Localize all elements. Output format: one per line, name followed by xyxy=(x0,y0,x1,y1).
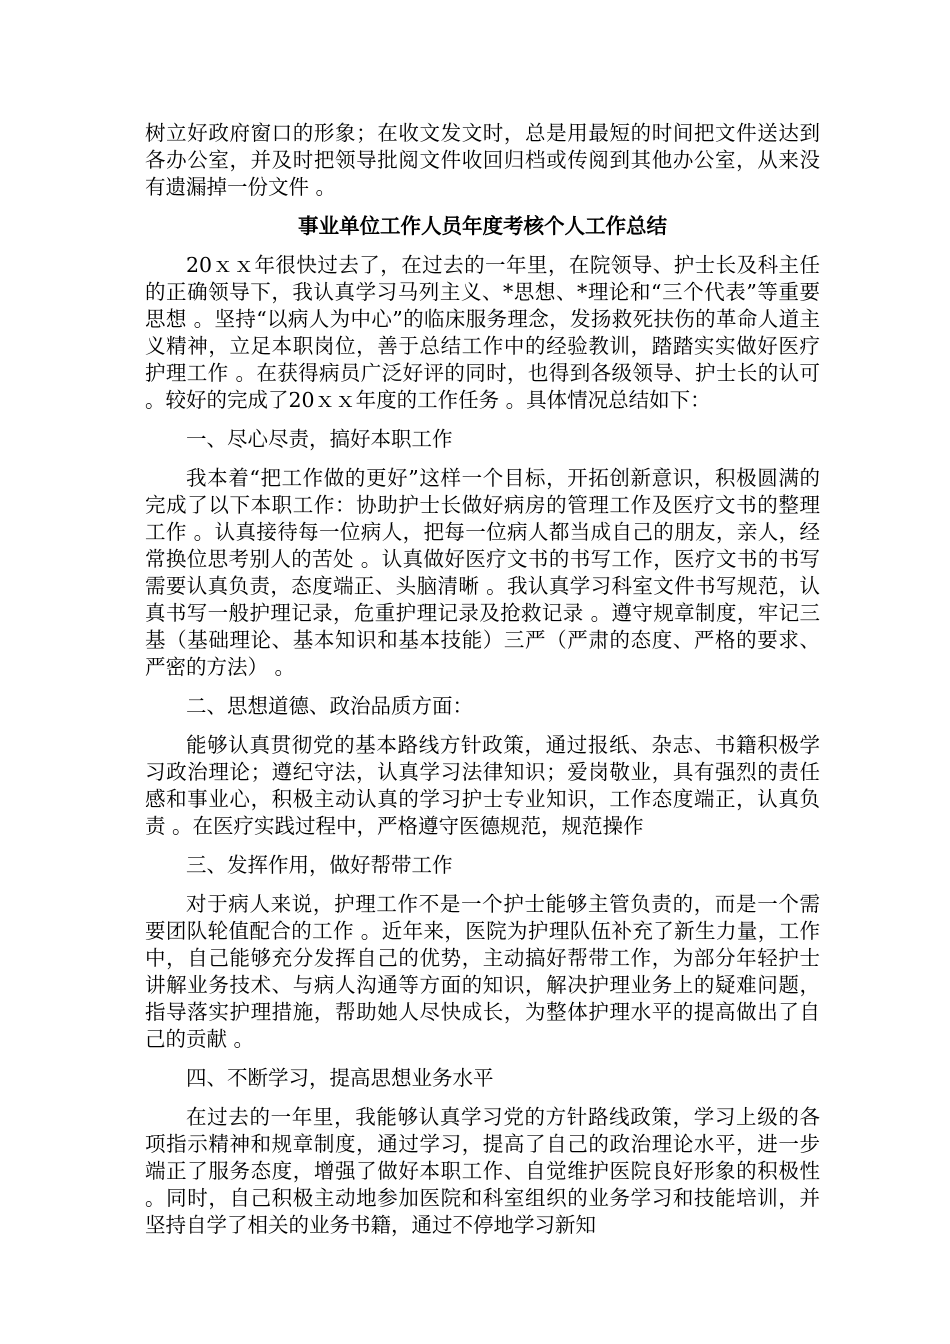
document-page xyxy=(145,120,820,1251)
document-title: 事业单位工作人员年度考核个人工作总结 xyxy=(298,214,667,238)
opening-paragraph: 树立好政府窗口的形象；在收文发文时，总是用最短的时间把文件送达到各办公室，并及时把领导批阅文件收回归档或传阅到其他办公室，从来没有遗漏掉一份文件 。 xyxy=(145,121,820,199)
section-body-3: 对于病人来说，护理工作不是一个护士能够主管负责的，而是一个需要团队轮值配合的工作 。近年来，医院为护理队伍补充了新生力量，工作中，自己能够充分发挥自己的优势，主动搞好帮带工作，为部分年轻护士讲解业务技术、与病人沟通等方面的知识，解决护理业务上的疑难问题，指导落实护理措施，帮助她人尽快成长，为整体护理水平的提高做出了自己的贡献 。 xyxy=(145,892,820,1051)
section-heading-2: 二、思想道德、政治品质方面： xyxy=(186,694,473,718)
section-body-1: 我本着“把工作做的更好”这样一个目标，开拓创新意识，积极圆满的完成了以下本职工作：协助护士长做好病房的管理工作及医疗文书的整理工作 。认真接待每一位病人，把每一位病人都当成自己的朋友，亲人，经常换位思考别人的苦处 。认真做好医疗文书的书写工作，医疗文书的书写需要认真负责，态度端正、头脑清晰 。我认真学习科室文件书写规范，认真书写一般护理记录，危重护理记录及抢救记录 。遵守规章制度，牢记三基（基础理论、基本知识和基本技能）三严（严肃的态度、严格的要求、严密的方法） 。 xyxy=(145,466,820,679)
section-heading-3: 三、发挥作用，做好帮带工作 xyxy=(186,853,453,877)
intro-paragraph: 20ｘｘ年很快过去了，在过去的一年里，在院领导、护士长及科主任的正确领导下，我认真学习马列主义、*思想、*理论和“三个代表”等重要思想 。坚持“以病人为中心”的临床服务理念，发扬救死扶伤的革命人道主义精神，立足本职岗位，善于总结工作中的经验教训，踏踏实实做好医疗护理工作 。在获得病员广泛好评的同时，也得到各级领导、护士长的认可 。较好的完成了20ｘｘ年度的工作任务 。具体情况总结如下： xyxy=(145,253,820,412)
section-body-4: 在过去的一年里，我能够认真学习党的方针路线政策，学习上级的各项指示精神和规章制度，通过学习，提高了自己的政治理论水平，进一步端正了服务态度，增强了做好本职工作、自觉维护医院良好形象的积极性 。同时，自己积极主动地参加医院和科室组织的业务学习和技能培训，并坚持自学了相关的业务书籍，通过不停地学习新知 xyxy=(145,1105,820,1237)
section-heading-1: 一、尽心尽责，搞好本职工作 xyxy=(186,427,453,451)
section-body-2: 能够认真贯彻党的基本路线方针政策，通过报纸、杂志、书籍积极学习政治理论；遵纪守法，认真学习法律知识；爱岗敬业，具有强烈的责任感和事业心，积极主动认真的学习护士专业知识，工作态度端正，认真负责 。在医疗实践过程中，严格遵守医德规范，规范操作 xyxy=(145,733,820,838)
section-heading-4: 四、不断学习，提高思想业务水平 xyxy=(186,1066,494,1090)
